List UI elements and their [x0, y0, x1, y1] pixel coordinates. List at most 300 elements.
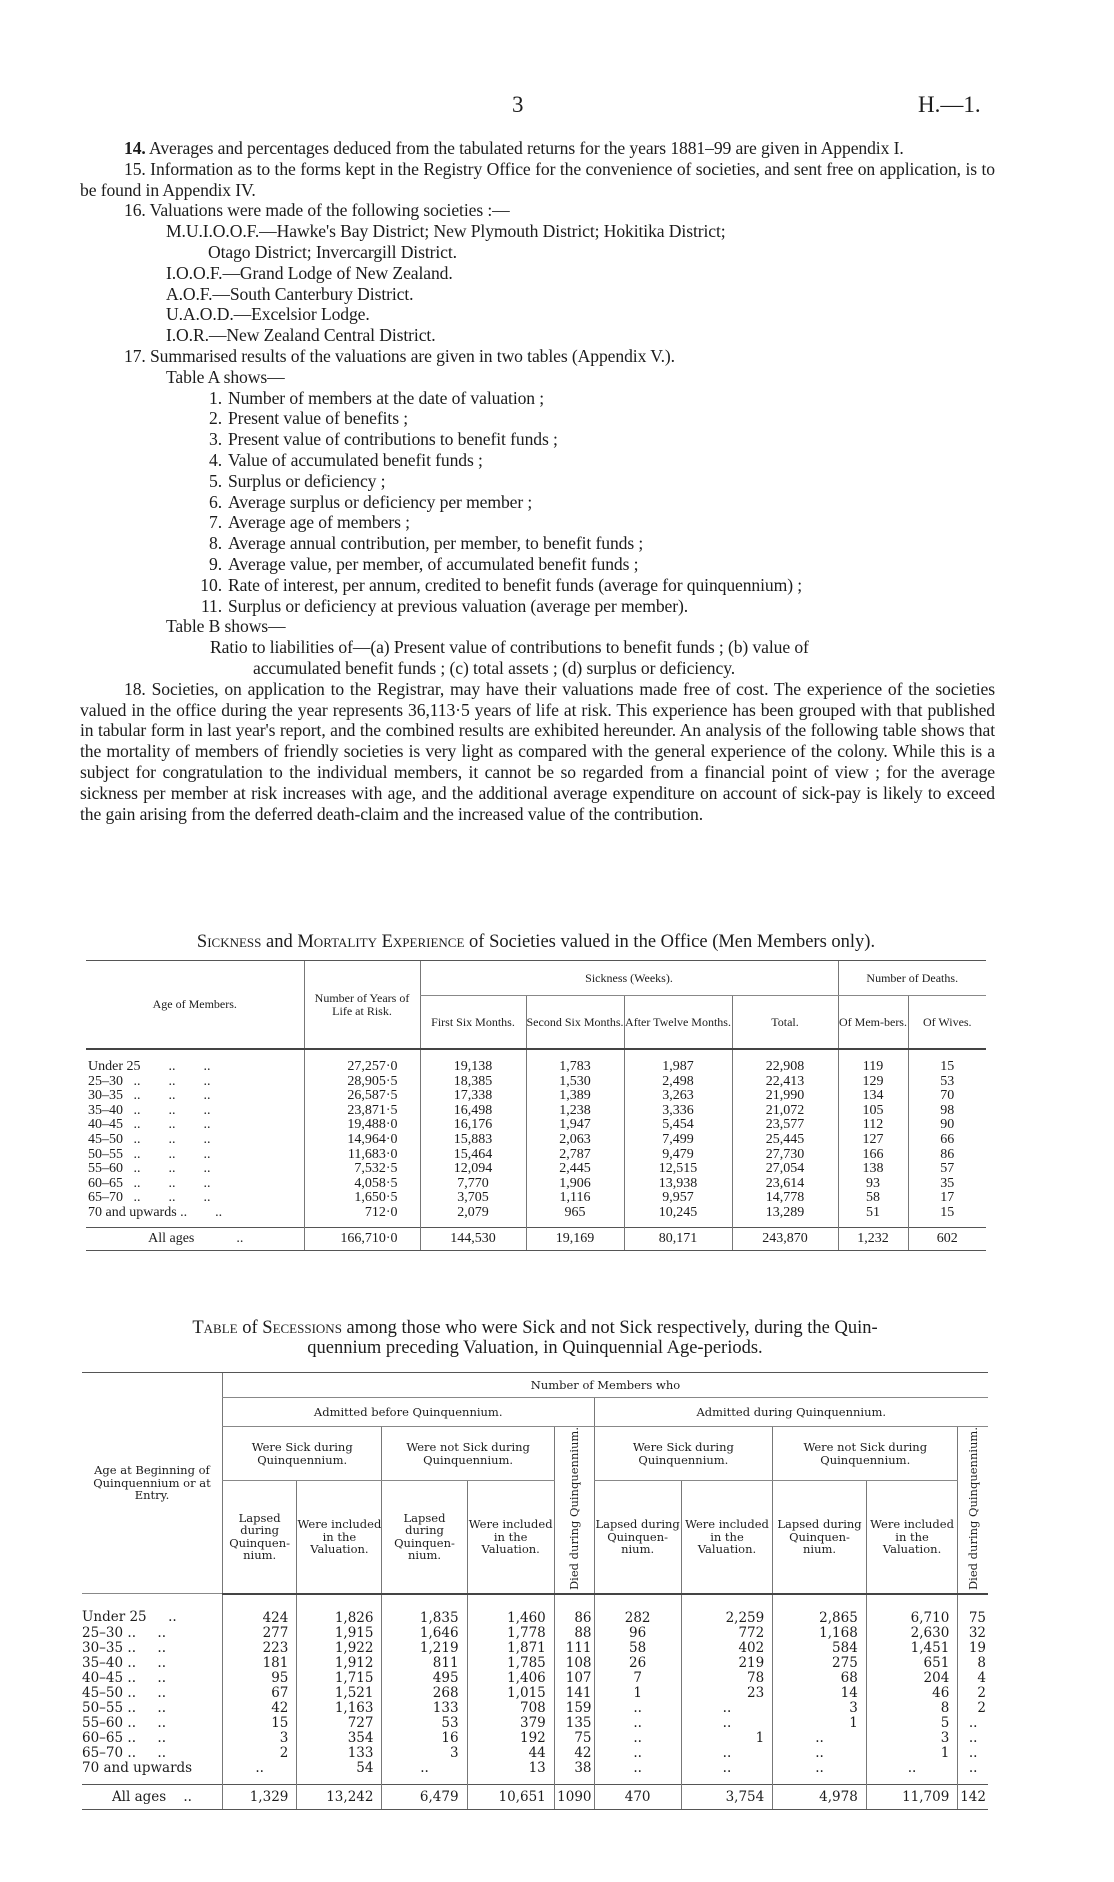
cell-age: 35–40 .. .. ..	[88, 1102, 211, 1118]
cell-total: 27,054	[732, 1162, 838, 1177]
table-a-item-text: Average value, per member, of accumulated benefit funds ;	[228, 553, 639, 574]
cell-age: 65–70 .. .. ..	[88, 1190, 211, 1206]
cell-d-sick-lapsed: ..	[594, 1701, 681, 1716]
cell-deaths-members: 138	[838, 1162, 908, 1177]
header-before-died-label: Died during Quinquennium.	[567, 1427, 582, 1591]
cell-deaths-members: 105	[838, 1104, 908, 1119]
cell-d-notsick-lapsed: ..	[773, 1731, 867, 1746]
cell-first-six: 7,770	[420, 1177, 526, 1192]
caption-word: of Societies valued in the Office (Men Members only).	[464, 932, 876, 952]
cell-deaths-members: 1,232	[838, 1227, 908, 1250]
cell-b-notsick-incl: 1,460	[467, 1594, 554, 1626]
table-a-item	[80, 554, 995, 575]
cell-d-notsick-incl: 46	[866, 1686, 957, 1701]
cell-deaths-members: 166	[838, 1148, 908, 1163]
table-a-item-text: Surplus or deficiency at previous valuation (average per member).	[228, 595, 689, 616]
cell-d-notsick-incl: 5	[866, 1716, 957, 1731]
table-a-item-text: Rate of interest, per annum, credited to benefit funds (average for quinquennium) ;	[228, 574, 803, 595]
cell-d-died: 8	[958, 1656, 988, 1671]
cell-years-at-risk: 7,532·5	[304, 1162, 420, 1177]
cell-age: 40–45 .. ..	[82, 1669, 167, 1686]
caption-word: and	[261, 932, 298, 952]
header-included: Were included in the Valuation.	[297, 1481, 382, 1594]
header-included: Were included in the Valuation.	[866, 1481, 957, 1594]
cell-age: 45–50 .. ..	[82, 1684, 167, 1701]
society-line: M.U.I.O.O.F.—Hawke's Bay District; New Plymouth District; Hokitika District;	[166, 221, 726, 242]
cell-b-sick-incl: 1,826	[297, 1594, 382, 1626]
cell-b-died: 135	[554, 1716, 594, 1731]
header-number-of-members-who: Number of Members who	[222, 1373, 988, 1398]
cell-b-notsick-lapsed: 6,479	[382, 1784, 467, 1809]
table-a-item-number: 5.	[209, 470, 222, 491]
caption-word: among those who were Sick and not Sick respectively, during the Quin-	[341, 1318, 878, 1338]
cell-age: All ages ..	[82, 1784, 222, 1809]
table1-caption	[86, 932, 986, 953]
cell-deaths-wives: 70	[908, 1089, 986, 1104]
cell-deaths-members: 58	[838, 1191, 908, 1206]
header-lapsed: Lapsed during Quinquen-nium.	[222, 1481, 296, 1594]
cell-age: 35–40 .. ..	[82, 1654, 167, 1671]
society-line: I.O.O.F.—Grand Lodge of New Zealand.	[166, 262, 453, 283]
cell-b-notsick-incl: 1,778	[467, 1626, 554, 1641]
cell-d-died: ..	[958, 1761, 988, 1785]
table-a-item	[80, 388, 995, 409]
cell-d-sick-lapsed: 470	[594, 1784, 681, 1809]
table-row	[86, 1049, 986, 1075]
table-a-item-text: Present value of benefits ;	[228, 408, 409, 429]
header-included: Were included in the Valuation.	[681, 1481, 772, 1594]
cell-b-notsick-incl: 1,015	[467, 1686, 554, 1701]
cell-d-notsick-incl: 11,709	[866, 1784, 957, 1809]
cell-b-died: 108	[554, 1656, 594, 1671]
cell-b-died: 111	[554, 1641, 594, 1656]
cell-deaths-wives: 15	[908, 1049, 986, 1075]
header-admitted-before: Admitted before Quinquennium.	[222, 1398, 594, 1427]
caption-word: Sickness	[196, 932, 262, 952]
table-row	[86, 1162, 986, 1177]
caption-word: of	[237, 1318, 263, 1338]
cell-d-died: 75	[958, 1594, 988, 1626]
cell-deaths-wives: 98	[908, 1104, 986, 1119]
cell-d-sick-incl: 219	[681, 1656, 772, 1671]
cell-second-six: 2,787	[526, 1148, 624, 1163]
cell-b-died: 86	[554, 1594, 594, 1626]
cell-age: 25–30 .. ..	[82, 1624, 167, 1641]
cell-age: 60–65 .. .. ..	[88, 1175, 211, 1191]
cell-b-sick-incl: 727	[297, 1716, 382, 1731]
table-a-item-text: Number of members at the date of valuation ;	[228, 387, 545, 408]
cell-d-sick-lapsed: 26	[594, 1656, 681, 1671]
table-row	[86, 1118, 986, 1133]
table-a-item	[80, 429, 995, 450]
societies-list	[80, 221, 995, 346]
table-a-item	[80, 575, 995, 596]
cell-d-notsick-incl: 6,710	[866, 1594, 957, 1626]
table-a-item-text: Average annual contribution, per member, to benefit funds ;	[228, 533, 644, 554]
cell-d-notsick-incl: 8	[866, 1701, 957, 1716]
cell-years-at-risk: 166,710·0	[304, 1227, 420, 1250]
cell-after-twelve: 5,454	[624, 1118, 732, 1133]
header-first-six-months: First Six Months.	[420, 996, 526, 1050]
cell-second-six: 2,063	[526, 1133, 624, 1148]
cell-deaths-wives: 57	[908, 1162, 986, 1177]
cell-deaths-members: 119	[838, 1049, 908, 1075]
cell-d-notsick-lapsed: 68	[773, 1671, 867, 1686]
cell-age: Under 25 ..	[82, 1609, 177, 1626]
cell-years-at-risk: 1,650·5	[304, 1191, 420, 1206]
body-text	[80, 138, 995, 824]
cell-d-sick-incl: 1	[681, 1731, 772, 1746]
cell-d-notsick-incl: 3	[866, 1731, 957, 1746]
cell-b-sick-incl: 354	[297, 1731, 382, 1746]
cell-d-sick-incl: 402	[681, 1641, 772, 1656]
cell-b-died: 1090	[554, 1784, 594, 1809]
table-a-item	[80, 533, 995, 554]
cell-d-notsick-incl: 1,451	[866, 1641, 957, 1656]
table-row	[86, 1177, 986, 1192]
cell-deaths-members: 134	[838, 1089, 908, 1104]
cell-age: 45–50 .. .. ..	[88, 1131, 211, 1147]
cell-b-died: 141	[554, 1686, 594, 1701]
cell-deaths-wives: 53	[908, 1075, 986, 1090]
cell-b-died: 88	[554, 1626, 594, 1641]
header-during-died-label: Died during Quinquennium.	[966, 1427, 981, 1591]
cell-b-notsick-incl: 1,871	[467, 1641, 554, 1656]
cell-age: 40–45 .. .. ..	[88, 1117, 211, 1133]
cell-after-twelve: 12,515	[624, 1162, 732, 1177]
table-b-intro: Table B shows—	[166, 616, 286, 637]
cell-d-sick-lapsed: 7	[594, 1671, 681, 1686]
cell-b-notsick-lapsed: 53	[382, 1716, 467, 1731]
cell-years-at-risk: 27,257·0	[304, 1049, 420, 1075]
cell-b-sick-lapsed: 3	[222, 1731, 296, 1746]
paragraph-16: 16. Valuations were made of the following societies :—	[124, 200, 510, 221]
cell-first-six: 18,385	[420, 1075, 526, 1090]
cell-d-sick-incl: 23	[681, 1686, 772, 1701]
cell-b-sick-lapsed: 181	[222, 1656, 296, 1671]
cell-deaths-wives: 17	[908, 1191, 986, 1206]
cell-years-at-risk: 23,871·5	[304, 1104, 420, 1119]
table-a-item	[80, 408, 995, 429]
cell-d-died: ..	[958, 1746, 988, 1761]
cell-total: 27,730	[732, 1148, 838, 1163]
cell-b-notsick-incl: 10,651	[467, 1784, 554, 1809]
cell-after-twelve: 1,987	[624, 1049, 732, 1075]
table-a-item-text: Present value of contributions to benefit funds ;	[228, 429, 558, 450]
cell-after-twelve: 80,171	[624, 1227, 732, 1250]
table-a-intro: Table A shows—	[166, 366, 285, 387]
page-number: 3	[512, 92, 524, 117]
cell-deaths-wives: 86	[908, 1148, 986, 1163]
paragraph-14-text: Averages and percentages deduced from the tabulated returns for the years 1881–99 are given in Appendix I.	[149, 138, 904, 158]
cell-d-notsick-lapsed: ..	[773, 1746, 867, 1761]
header-during-died	[958, 1427, 988, 1594]
cell-total: 22,908	[732, 1049, 838, 1075]
header-second-six-months: Second Six Months.	[526, 996, 624, 1050]
cell-b-notsick-incl: 379	[467, 1716, 554, 1731]
header-of-wives: Of Wives.	[908, 996, 986, 1050]
cell-d-sick-lapsed: 58	[594, 1641, 681, 1656]
cell-d-died: 2	[958, 1686, 988, 1701]
society-entry	[80, 304, 995, 325]
secessions-table	[82, 1372, 988, 1810]
cell-years-at-risk: 11,683·0	[304, 1148, 420, 1163]
cell-d-sick-lapsed: 96	[594, 1626, 681, 1641]
society-line: I.O.R.—New Zealand Central District.	[166, 325, 436, 346]
cell-b-notsick-incl: 44	[467, 1746, 554, 1761]
table-a-item-text: Average age of members ;	[228, 512, 410, 533]
table-a-item	[80, 512, 995, 533]
cell-after-twelve: 9,479	[624, 1148, 732, 1163]
cell-b-sick-incl: 1,715	[297, 1671, 382, 1686]
caption-word: Mortality Experience	[297, 932, 465, 952]
cell-first-six: 15,464	[420, 1148, 526, 1163]
cell-after-twelve: 3,263	[624, 1089, 732, 1104]
cell-b-sick-lapsed: 424	[222, 1594, 296, 1626]
society-line: U.A.O.D.—Excelsior Lodge.	[166, 304, 370, 325]
cell-after-twelve: 9,957	[624, 1191, 732, 1206]
header-number-of-deaths: Number of Deaths.	[838, 961, 986, 996]
table-a-list	[80, 388, 995, 617]
cell-b-notsick-incl: 13	[467, 1761, 554, 1785]
cell-second-six: 1,783	[526, 1049, 624, 1075]
header-before-were-sick: Were Sick during Quinquennium.	[222, 1427, 382, 1481]
table-b-description	[80, 637, 995, 679]
cell-years-at-risk: 28,905·5	[304, 1075, 420, 1090]
cell-deaths-wives: 15	[908, 1206, 986, 1227]
paragraph-14-number: 14.	[124, 138, 146, 158]
cell-b-notsick-incl: 192	[467, 1731, 554, 1746]
cell-d-died: 4	[958, 1671, 988, 1686]
cell-b-sick-incl: 1,912	[297, 1656, 382, 1671]
cell-d-sick-incl: 772	[681, 1626, 772, 1641]
cell-d-sick-incl: ..	[681, 1701, 772, 1716]
cell-first-six: 19,138	[420, 1049, 526, 1075]
cell-b-sick-incl: 1,915	[297, 1626, 382, 1641]
paragraph-17: 17. Summarised results of the valuations are given in two tables (Appendix V.).	[124, 345, 675, 366]
cell-d-died: 32	[958, 1626, 988, 1641]
table-row	[82, 1656, 988, 1671]
cell-deaths-members: 129	[838, 1075, 908, 1090]
cell-b-sick-lapsed: 1,329	[222, 1784, 296, 1809]
cell-d-sick-lapsed: 1	[594, 1686, 681, 1701]
cell-years-at-risk: 4,058·5	[304, 1177, 420, 1192]
cell-b-notsick-lapsed: 268	[382, 1686, 467, 1701]
document-code: H.—1.	[918, 92, 981, 117]
cell-b-died: 42	[554, 1746, 594, 1761]
cell-age: All ages ..	[86, 1227, 304, 1250]
cell-b-died: 75	[554, 1731, 594, 1746]
header-years-at-risk: Number of Years of Life at Risk.	[304, 961, 420, 1050]
paragraph-18: 18. Societies, on application to the Registrar, may have their valuations made free of cost. The experience of the societies valued in the office during the year represents 36,113·5 years of life at risk. This experience has been grouped with that published in tabular form in last year's report, and the combined results are exhibited hereunder. An analysis of the following table shows that the mortality of members of friendly societies is very light as compared with the general experience of the colony. While this is a subject for congratulation to the individual members, it cannot be so regarded from a financial point of view ; for the average sickness per member at risk increases with age, and the additional average expenditure on account of sick-pay is likely to exceed the gain arising from the deferred death-claim and the increased value of the contribution.	[80, 678, 995, 824]
header-after-twelve-months: After Twelve Months.	[624, 996, 732, 1050]
table-a-item-text: Average surplus or deficiency per member ;	[228, 491, 533, 512]
cell-d-notsick-incl: 2,630	[866, 1626, 957, 1641]
table2-caption-line-2: quennium preceding Valuation, in Quinquennial Age-periods.	[307, 1338, 763, 1358]
cell-b-notsick-incl: 708	[467, 1701, 554, 1716]
header-of-members: Of Mem-bers.	[838, 996, 908, 1050]
cell-b-notsick-lapsed: 1,835	[382, 1594, 467, 1626]
table-row	[86, 1089, 986, 1104]
header-sickness-weeks: Sickness (Weeks).	[420, 961, 838, 996]
cell-d-sick-incl: ..	[681, 1761, 772, 1785]
cell-deaths-members: 51	[838, 1206, 908, 1227]
cell-b-notsick-lapsed: ..	[382, 1761, 467, 1785]
table-row	[86, 1075, 986, 1090]
table-a-item	[80, 471, 995, 492]
cell-deaths-wives: 66	[908, 1133, 986, 1148]
cell-d-died: ..	[958, 1716, 988, 1731]
society-entry	[80, 284, 995, 305]
cell-age: 70 and upwards .. ..	[88, 1204, 223, 1220]
table-a-item-number: 1.	[209, 387, 222, 408]
cell-total: 14,778	[732, 1191, 838, 1206]
paragraph-14	[80, 138, 995, 159]
cell-second-six: 1,530	[526, 1075, 624, 1090]
cell-d-sick-incl: 2,259	[681, 1594, 772, 1626]
cell-first-six: 2,079	[420, 1206, 526, 1227]
society-entry	[80, 325, 995, 346]
table-a-item-number: 8.	[209, 533, 222, 554]
table-a-item-text: Value of accumulated benefit funds ;	[228, 449, 483, 470]
cell-total: 23,577	[732, 1118, 838, 1133]
cell-age: Under 25 .. ..	[88, 1059, 211, 1074]
cell-d-died: 142	[958, 1784, 988, 1809]
cell-years-at-risk: 19,488·0	[304, 1118, 420, 1133]
cell-d-sick-incl: 3,754	[681, 1784, 772, 1809]
table-row	[82, 1746, 988, 1761]
cell-after-twelve: 3,336	[624, 1104, 732, 1119]
table-b-line-1: Ratio to liabilities of—(a) Present value of contributions to benefit funds ; (b) value of	[210, 637, 809, 658]
cell-first-six: 12,094	[420, 1162, 526, 1177]
cell-d-notsick-lapsed: 3	[773, 1701, 867, 1716]
cell-b-notsick-lapsed: 16	[382, 1731, 467, 1746]
table-b-line-2: accumulated benefit funds ; (c) total assets ; (d) surplus or deficiency.	[253, 657, 736, 678]
table1-body	[86, 1049, 986, 1250]
cell-total: 13,289	[732, 1206, 838, 1227]
cell-b-died: 38	[554, 1761, 594, 1785]
cell-age: 65–70 .. ..	[82, 1744, 167, 1761]
header-lapsed: Lapsed during Quinquen-nium.	[594, 1481, 681, 1594]
cell-d-sick-lapsed: ..	[594, 1746, 681, 1761]
table-row	[86, 1191, 986, 1206]
cell-d-notsick-lapsed: 584	[773, 1641, 867, 1656]
cell-d-notsick-incl: 1	[866, 1746, 957, 1761]
header-total: Total.	[732, 996, 838, 1050]
cell-b-sick-lapsed: 42	[222, 1701, 296, 1716]
table-a-item	[80, 450, 995, 471]
cell-d-notsick-lapsed: 1,168	[773, 1626, 867, 1641]
cell-b-sick-lapsed: 277	[222, 1626, 296, 1641]
table-a-item-number: 2.	[209, 408, 222, 429]
cell-d-notsick-lapsed: 2,865	[773, 1594, 867, 1626]
cell-after-twelve: 7,499	[624, 1133, 732, 1148]
cell-d-sick-lapsed: ..	[594, 1731, 681, 1746]
cell-total: 22,413	[732, 1075, 838, 1090]
cell-b-notsick-lapsed: 1,646	[382, 1626, 467, 1641]
table-a-item-number: 4.	[209, 449, 222, 470]
header-age-at-beginning: Age at Beginning of Quinquennium or at Entry.	[82, 1373, 222, 1594]
cell-b-notsick-incl: 1,406	[467, 1671, 554, 1686]
cell-first-six: 16,176	[420, 1118, 526, 1133]
header-age-of-members: Age of Members.	[86, 961, 304, 1050]
cell-age: 50–55 .. .. ..	[88, 1146, 211, 1162]
table-row	[82, 1716, 988, 1731]
cell-b-sick-incl: 54	[297, 1761, 382, 1785]
table-a-item-text: Surplus or deficiency ;	[228, 470, 386, 491]
cell-d-died: 2	[958, 1701, 988, 1716]
table-row	[86, 1104, 986, 1119]
cell-deaths-members: 112	[838, 1118, 908, 1133]
table-row	[82, 1731, 988, 1746]
cell-years-at-risk: 712·0	[304, 1206, 420, 1227]
cell-d-sick-lapsed: ..	[594, 1761, 681, 1785]
society-entry	[80, 221, 995, 263]
cell-after-twelve: 10,245	[624, 1206, 732, 1227]
cell-d-notsick-lapsed: ..	[773, 1761, 867, 1785]
table-row	[82, 1671, 988, 1686]
cell-age: 30–35 .. .. ..	[88, 1088, 211, 1104]
cell-second-six: 965	[526, 1206, 624, 1227]
paragraph-15: 15. Information as to the forms kept in the Registry Office for the convenience of societies, and sent free on application, is to be found in Appendix IV.	[80, 158, 995, 200]
cell-second-six: 2,445	[526, 1162, 624, 1177]
cell-total: 23,614	[732, 1177, 838, 1192]
header-during-were-sick: Were Sick during Quinquennium.	[594, 1427, 773, 1481]
table-a-item-number: 9.	[209, 553, 222, 574]
cell-age: 55–60 .. .. ..	[88, 1161, 211, 1177]
cell-d-sick-lapsed: 282	[594, 1594, 681, 1626]
table-row	[82, 1594, 988, 1626]
table-a-item-number: 10.	[200, 574, 222, 595]
cell-deaths-members: 93	[838, 1177, 908, 1192]
table-a-item-number: 7.	[209, 512, 222, 533]
cell-first-six: 15,883	[420, 1133, 526, 1148]
header-during-were-not-sick: Were not Sick during Quinquennium.	[773, 1427, 958, 1481]
cell-d-notsick-lapsed: 1	[773, 1716, 867, 1731]
cell-b-sick-incl: 1,922	[297, 1641, 382, 1656]
header-before-were-not-sick: Were not Sick during Quinquennium.	[382, 1427, 554, 1481]
total-row	[86, 1227, 986, 1250]
cell-after-twelve: 13,938	[624, 1177, 732, 1192]
cell-age: 70 and upwards	[82, 1759, 193, 1776]
caption-word: Table	[192, 1318, 238, 1338]
cell-d-died: 19	[958, 1641, 988, 1656]
cell-d-notsick-lapsed: 14	[773, 1686, 867, 1701]
cell-second-six: 1,238	[526, 1104, 624, 1119]
cell-total: 243,870	[732, 1227, 838, 1250]
cell-first-six: 144,530	[420, 1227, 526, 1250]
cell-b-notsick-lapsed: 495	[382, 1671, 467, 1686]
table-a-item	[80, 596, 995, 617]
cell-b-sick-lapsed: 95	[222, 1671, 296, 1686]
sickness-mortality-table	[86, 960, 986, 1251]
table2-caption-line-1	[82, 1318, 988, 1338]
cell-b-sick-incl: 13,242	[297, 1784, 382, 1809]
cell-second-six: 1,947	[526, 1118, 624, 1133]
society-line: A.O.F.—South Canterbury District.	[166, 283, 414, 304]
table-row	[82, 1701, 988, 1716]
table-row	[82, 1686, 988, 1701]
cell-deaths-wives: 602	[908, 1227, 986, 1250]
cell-b-sick-lapsed: 67	[222, 1686, 296, 1701]
cell-age: 55–60 .. ..	[82, 1714, 167, 1731]
table2-body	[82, 1594, 988, 1810]
society-line-continued: Otago District; Invercargill District.	[208, 241, 457, 262]
table-a-item-number: 3.	[209, 429, 222, 450]
cell-b-notsick-lapsed: 133	[382, 1701, 467, 1716]
cell-total: 21,072	[732, 1104, 838, 1119]
cell-total: 21,990	[732, 1089, 838, 1104]
